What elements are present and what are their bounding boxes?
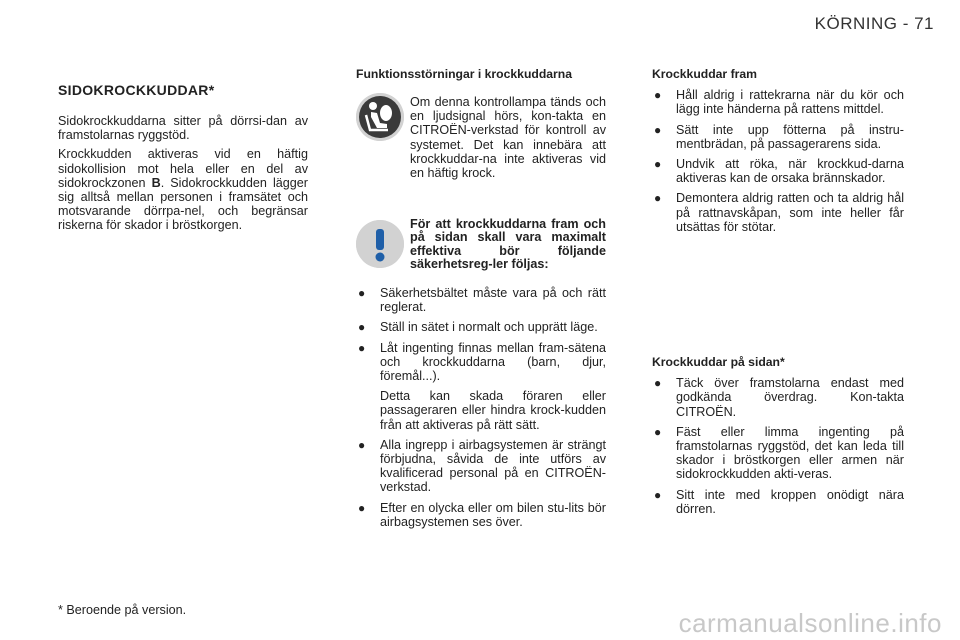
list-item-text: Demontera aldrig ratten och ta aldrig hål på rattnavskåpan, som inte heller får utsättas för stötar.	[676, 191, 904, 234]
list-extra-paragraph	[356, 389, 606, 432]
bullet-icon: ●	[654, 424, 662, 439]
section-title: SIDOKROCKKUDDAR*	[58, 82, 215, 98]
list-item-text: Sitt inte med kroppen onödigt nära dörren.	[676, 487, 904, 516]
bullet-icon: ●	[358, 500, 366, 515]
front-airbags-title: Krockkuddar fram	[652, 67, 757, 81]
list-item-text: Undvik att röka, när krockkud-darna aktiveras kan de orsaka brännskador.	[676, 157, 904, 186]
airbag-warning-text: Om denna kontrollampa tänds och en ljudsignal hörs, kon-takta en CITROËN-verkstad för kontroll av systemet. Det kan innebära att krockkuddar-na inte aktiveras vid en häftig krock.	[410, 95, 606, 181]
bullet-icon: ●	[654, 487, 662, 502]
list-item-text: Håll aldrig i rattekrarna när du kör och lägg inte händerna på rattens mittdel.	[676, 88, 904, 117]
bullet-icon: ●	[654, 191, 662, 206]
bullet-icon: ●	[654, 157, 662, 172]
safety-rules-list	[356, 286, 606, 535]
list-item	[652, 88, 904, 116]
list-item	[652, 157, 904, 185]
list-item	[652, 488, 904, 516]
side-airbags-title: Krockkuddar på sidan*	[652, 355, 785, 369]
list-item	[652, 191, 904, 234]
list-item	[356, 438, 606, 495]
safety-rules-intro: För att krockkuddarna fram och på sidan skall vara maximalt effektiva bör följande säkerhetsreg-ler följas:	[410, 217, 606, 272]
list-item	[356, 341, 606, 384]
intro-paragraph: Sidokrockkuddarna sitter på dörrsi-dan av framstolarnas ryggstöd.	[58, 114, 308, 143]
list-item-text: Efter en olycka eller om bilen stu-lits bör airbagsystemen ses över.	[380, 500, 606, 529]
column-1-body	[58, 114, 308, 238]
list-item-text: Sätt inte upp fötterna på instru-mentbrädan, på passagerarens sida.	[676, 122, 904, 151]
list-item-text: Ställ in sätet i normalt och upprätt läge.	[380, 320, 598, 335]
list-item	[356, 501, 606, 529]
list-item	[356, 286, 606, 314]
front-airbags-block	[652, 67, 904, 240]
list-item	[356, 320, 606, 334]
side-airbags-block	[652, 355, 904, 522]
malfunction-title: Funktionsstörningar i krockkuddarna	[356, 67, 573, 81]
exclamation-icon	[356, 220, 404, 268]
activation-paragraph	[58, 147, 308, 232]
activation-text-2: . Sidokrockkudden lägger sig alltså mellan personen i framsätet och motsvarande dörrpa-nel, och begränsar riskerna för skador i bröstkorgen.	[58, 175, 308, 233]
activation-text-1: Krockkudden aktiveras vid en häftig sidokollision mot hela eller en del av sidokrockzonen	[58, 147, 308, 190]
list-item	[652, 376, 904, 419]
list-item-text: Fäst eller limma ingenting på framstolarnas ryggstöd, det kan leda till skador i bröstkorgen eller armen när sidokrockkudden akti-veras.	[676, 424, 904, 482]
watermark: carmanualsonline.info	[678, 608, 942, 638]
side-airbags-list	[652, 376, 904, 516]
bullet-icon: ●	[358, 286, 366, 300]
airbag-warning-icon	[356, 93, 404, 141]
list-item-text: Alla ingrepp i airbagsystemen är strängt förbjudna, såvida de inte utförs av kvalificerad personal på en CITROËN-verkstad.	[380, 437, 606, 495]
list-item-text: Täck över framstolarna endast med godkända överdrag. Kon-takta CITROËN.	[676, 376, 904, 419]
bullet-icon: ●	[654, 88, 662, 103]
footnote: * Beroende på version.	[58, 603, 187, 617]
list-item	[652, 123, 904, 151]
list-item	[652, 425, 904, 482]
bullet-icon: ●	[358, 340, 366, 355]
bullet-icon: ●	[358, 437, 366, 452]
zone-letter: B	[151, 175, 161, 190]
list-extra-text: Detta kan skada föraren eller passageraren eller hindra krock-kudden från att aktiveras på rätt sätt.	[380, 389, 606, 432]
page-header: KÖRNING - 71	[814, 14, 934, 33]
list-item-text: Låt ingenting finnas mellan fram-sätena och krockkuddarna (barn, djur, föremål...).	[380, 340, 606, 384]
bullet-icon: ●	[358, 320, 366, 335]
list-item-text: Säkerhetsbältet måste vara på och rätt reglerat.	[380, 286, 606, 315]
bullet-icon: ●	[654, 376, 662, 391]
front-airbags-list	[652, 88, 904, 234]
bullet-icon: ●	[654, 122, 662, 137]
